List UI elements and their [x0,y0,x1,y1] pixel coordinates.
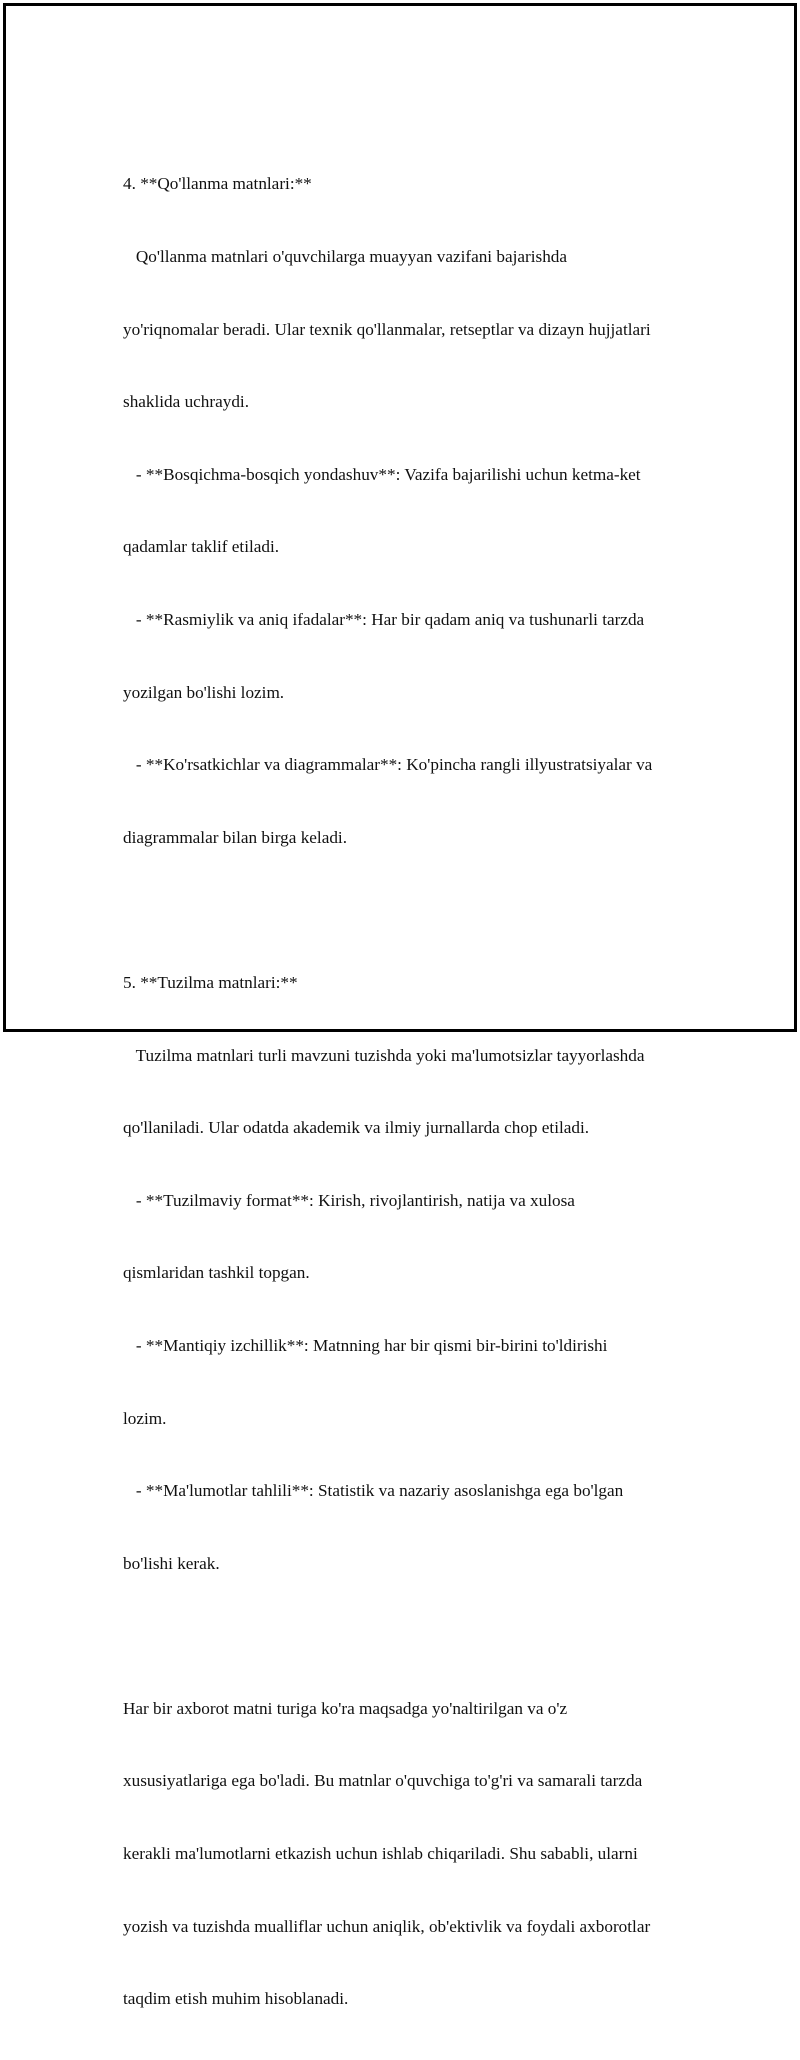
text-line: qo'llaniladi. Ular odatda akademik va ilmiy jurnallarda chop etiladi. [123,1118,590,1138]
text-line: yozilgan bo'lishi lozim. [123,682,285,702]
text-line: 5. **Tuzilma matnlari:** [123,972,298,992]
text-line: yo'riqnomalar beradi. Ular texnik qo'llanmalar, retseptlar va dizayn hujjatlari [123,319,651,339]
blank-line [123,1624,703,1648]
text-line: - **Rasmiylik va aniq ifadalar**: Har bir qadam aniq va tushunarli tarzda [123,609,645,629]
text-line: - **Mantiqiy izchillik**: Matnning har bir qismi bir-birini to'ldirishi [123,1335,608,1355]
text-line: Tuzilma matnlari turli mavzuni tuzishda yoki ma'lumotsizlar tayyorlashda [123,1045,645,1065]
text-line: - **Ma'lumotlar tahlili**: Statistik va nazariy asoslanishga ega bo'lgan [123,1481,624,1501]
text-line: qadamlar taklif etiladi. [123,537,280,557]
text-line: bo'lishi kerak. [123,1553,220,1573]
text-line: Qo'llanma matnlari o'quvchilarga muayyan vazifani bajarishda [123,247,568,266]
text-line: - **Ko'rsatkichlar va diagrammalar**: Ko'pincha rangli illyustratsiyalar va [123,755,653,775]
text-line: Har bir axborot matni turiga ko'ra maqsadga yo'naltirilgan va o'z [123,1698,568,1718]
text-line: yozish va tuzishda mualliflar uchun aniqlik, ob'ektivlik va foydali axborotlar [123,1916,651,1936]
text-line: kerakli ma'lumotlarni etkazish uchun ishlab chiqariladi. Shu sababli, ularni [123,1844,638,1864]
text-line: - **Tuzilmaviy format**: Kirish, rivojlantirish, natija va xulosa [123,1190,575,1210]
page-frame [3,3,797,2009]
text-line: xususiyatlariga ega bo'ladi. Bu matnlar o'quvchiga to'g'ri va samarali tarzda [123,1771,643,1791]
text-line: 4. **Qo'llanma matnlari:** [123,174,312,194]
text-line: lozim. [123,1408,167,1428]
document-body [123,124,703,2060]
text-line: diagrammalar bilan birga keladi. [123,827,347,847]
text-line: qismlaridan tashkil topgan. [123,1263,310,1283]
text-line: shaklida uchraydi. [123,392,250,412]
text-line: - **Bosqichma-bosqich yondashuv**: Vazifa bajarilishi uchun ketma-ket [123,464,641,484]
blank-line [123,898,703,922]
text-line: taqdim etish muhim hisoblanadi. [123,1989,349,2009]
